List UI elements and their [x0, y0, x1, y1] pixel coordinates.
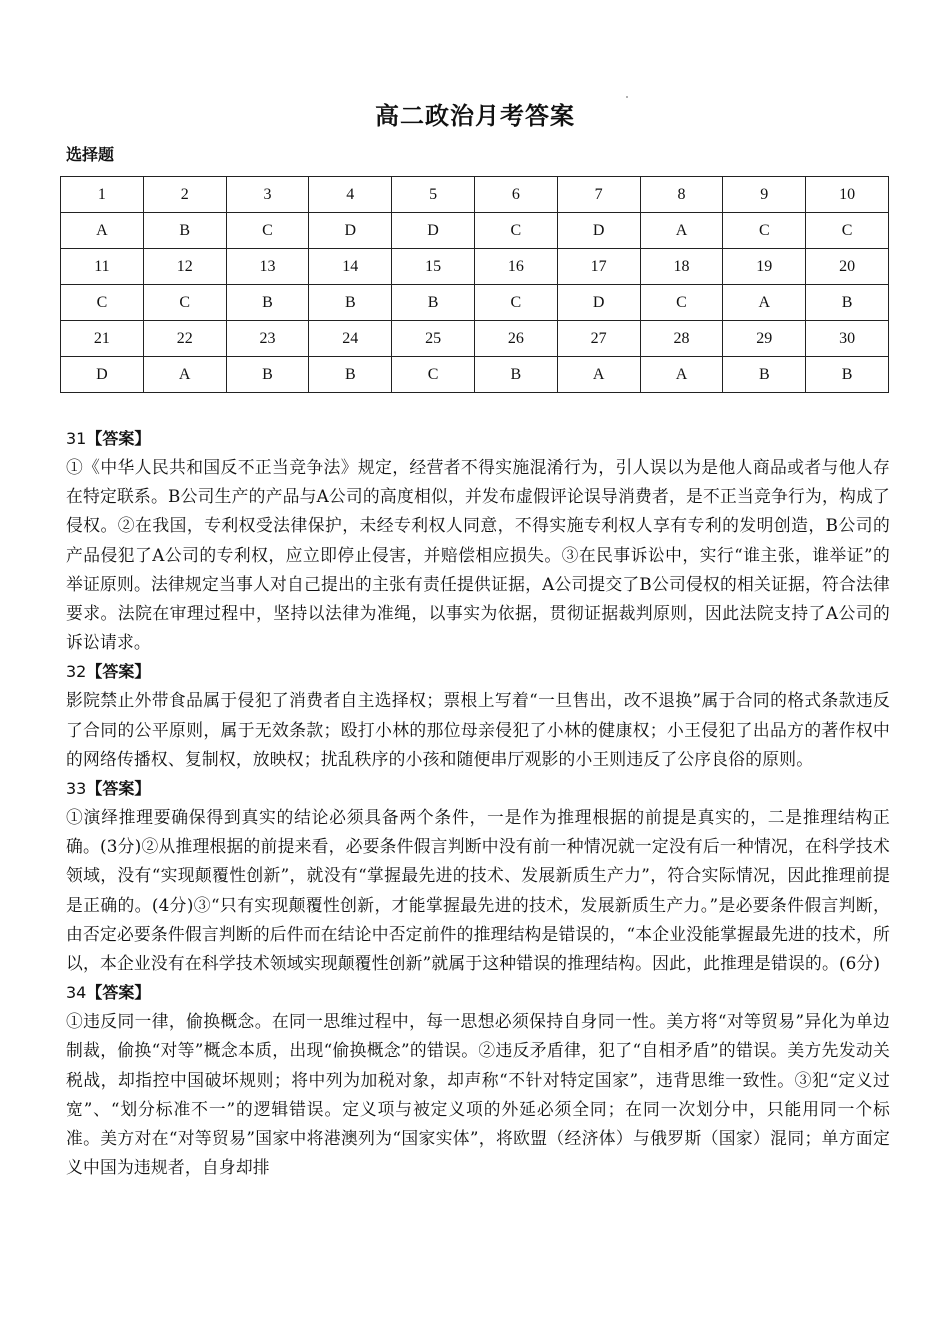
question-number-cell: 25 [392, 321, 475, 357]
answer-table [60, 176, 889, 393]
answer-letter-cell: B [723, 357, 806, 393]
question-number-cell: 24 [309, 321, 392, 357]
question-number-cell: 10 [806, 177, 889, 213]
question-number-cell: 2 [143, 177, 226, 213]
answer-text: ①演绎推理要确保得到真实的结论必须具备两个条件，一是作为推理根据的前提是真实的，二是推理结构正确。(3分)②从推理根据的前提来看，必要条件假言判断中没有前一种情况就一定没有后一种情况，在科学技术领域，没有“实现颠覆性创新”，就没有“掌握最先进的技术、发展新质生产力”，符合实际情况，因此推理前提是正确的。(4分)③“只有实现颠覆性创新，才能掌握最先进的技术，发展新质生产力。”是必要条件假言判断，由否定必要条件假言判断的后件而在结论中否定前件的推理结构是错误的，“本企业没能掌握最先进的技术，所以，本企业没有在科学技术领域实现颠覆性创新”就属于这种错误的推理结构。因此，此推理是错误的。(6分) [66, 807, 890, 974]
question-number-cell: 11 [61, 249, 144, 285]
answer-letter-cell: B [392, 285, 475, 321]
question-number: 31 [66, 429, 87, 448]
question-number-cell: 16 [474, 249, 557, 285]
answer-block-31 [66, 424, 890, 657]
answer-block-34 [66, 978, 890, 1182]
document-title: 高二政治月考答案 [375, 102, 575, 130]
answer-heading [66, 978, 890, 1007]
answer-explanations [66, 424, 890, 1182]
answer-letter-cell: B [309, 285, 392, 321]
answer-letter-row [61, 285, 889, 321]
question-number-cell: 22 [143, 321, 226, 357]
question-number-cell: 4 [309, 177, 392, 213]
answer-text: ①违反同一律，偷换概念。在同一思维过程中，每一思想必须保持自身同一性。美方将“对等贸易”异化为单边制裁，偷换“对等”概念本质，出现“偷换概念”的错误。②违反矛盾律，犯了“自相矛盾”的错误。美方先发动关税战，却指控中国破坏规则；将中列为加税对象，却声称“不针对特定国家”，违背思维一致性。③犯“定义过宽”、“划分标准不一”的逻辑错误。定义项与被定义项的外延必须全同；在同一次划分中，只能用同一个标准。美方对在“对等贸易”国家中将港澳列为“国家实体”，将欧盟（经济体）与俄罗斯（国家）混同；单方面定义中国为违规者，自身却排 [66, 1011, 890, 1178]
answer-letter-cell: D [557, 285, 640, 321]
question-number-cell: 14 [309, 249, 392, 285]
answer-letter-cell: C [392, 357, 475, 393]
answer-letter-cell: C [723, 213, 806, 249]
answer-letter-cell: A [61, 213, 144, 249]
answer-letter-row [61, 357, 889, 393]
answer-text: ①《中华人民共和国反不正当竞争法》规定，经营者不得实施混淆行为，引人误以为是他人商品或者与他人存在特定联系。B公司生产的产品与A公司的高度相似，并发布虚假评论误导消费者，是不正当竞争行为，构成了侵权。②在我国，专利权受法律保护，未经专利权人同意，不得实施专利权人享有专利的发明创造，B公司的产品侵犯了A公司的专利权，应立即停止侵害，并赔偿相应损失。③在民事诉讼中，实行“谁主张，谁举证”的举证原则。法律规定当事人对自己提出的主张有责任提供证据，A公司提交了B公司侵权的相关证据，符合法律要求。法院在审理过程中，坚持以法律为准绳，以事实为依据，贯彻证据裁判原则，因此法院支持了A公司的诉讼请求。 [66, 457, 890, 653]
question-number-cell: 18 [640, 249, 723, 285]
answer-block-33 [66, 774, 890, 978]
question-number-cell: 17 [557, 249, 640, 285]
answer-letter-cell: C [474, 285, 557, 321]
section-label-multiple-choice: 选择题 [66, 145, 115, 164]
question-number-cell: 3 [226, 177, 309, 213]
question-number-row [61, 321, 889, 357]
answer-letter-cell: B [226, 357, 309, 393]
answer-letter-cell: A [143, 357, 226, 393]
question-number-cell: 15 [392, 249, 475, 285]
answer-letter-cell: B [226, 285, 309, 321]
answer-letter-cell: C [61, 285, 144, 321]
question-number-cell: 21 [61, 321, 144, 357]
question-number-cell: 29 [723, 321, 806, 357]
question-number-row [61, 249, 889, 285]
answer-text: 影院禁止外带食品属于侵犯了消费者自主选择权；票根上写着“一旦售出，改不退换”属于合同的格式条款违反了合同的公平原则，属于无效条款；殴打小林的那位母亲侵犯了小林的健康权；小王侵犯了出品方的著作权中的网络传播权、复制权，放映权；扰乱秩序的小孩和随便串厅观影的小王则违反了公序良俗的原则。 [66, 690, 890, 769]
answer-letter-cell: D [61, 357, 144, 393]
answer-label: 【答案】 [86, 662, 151, 682]
question-number-cell: 1 [61, 177, 144, 213]
answer-heading [66, 424, 890, 453]
question-number: 33 [66, 779, 87, 799]
answer-label: 【答案】 [86, 429, 151, 448]
question-number-cell: 30 [806, 321, 889, 357]
answer-letter-cell: B [309, 357, 392, 393]
answer-letter-cell: D [557, 213, 640, 249]
answer-letter-cell: B [806, 285, 889, 321]
question-number-cell: 13 [226, 249, 309, 285]
answer-letter-cell: D [392, 213, 475, 249]
answer-letter-cell: B [143, 213, 226, 249]
answer-block-32 [66, 657, 890, 774]
answer-label: 【答案】 [86, 983, 151, 1003]
question-number-cell: 9 [723, 177, 806, 213]
question-number-cell: 20 [806, 249, 889, 285]
answer-letter-cell: A [640, 213, 723, 249]
answer-letter-cell: D [309, 213, 392, 249]
answer-letter-cell: B [474, 357, 557, 393]
answer-letter-cell: B [806, 357, 889, 393]
answer-letter-cell: C [640, 285, 723, 321]
answer-letter-row [61, 213, 889, 249]
question-number-cell: 19 [723, 249, 806, 285]
answer-letter-cell: A [640, 357, 723, 393]
answer-table-body [61, 177, 889, 393]
answer-label: 【答案】 [86, 779, 151, 799]
question-number-cell: 7 [557, 177, 640, 213]
answer-heading [66, 774, 890, 803]
answer-letter-cell: C [806, 213, 889, 249]
question-number-row [61, 177, 889, 213]
answer-letter-cell: C [143, 285, 226, 321]
question-number-cell: 26 [474, 321, 557, 357]
answer-letter-cell: C [226, 213, 309, 249]
question-number-cell: 28 [640, 321, 723, 357]
question-number-cell: 5 [392, 177, 475, 213]
question-number-cell: 23 [226, 321, 309, 357]
answer-letter-cell: A [557, 357, 640, 393]
question-number-cell: 12 [143, 249, 226, 285]
question-number-cell: 6 [474, 177, 557, 213]
answer-letter-cell: C [474, 213, 557, 249]
question-number-cell: 8 [640, 177, 723, 213]
answer-letter-cell: A [723, 285, 806, 321]
answer-heading [66, 657, 890, 686]
question-number: 34 [66, 983, 87, 1003]
question-number: 32 [66, 662, 87, 682]
question-number-cell: 27 [557, 321, 640, 357]
